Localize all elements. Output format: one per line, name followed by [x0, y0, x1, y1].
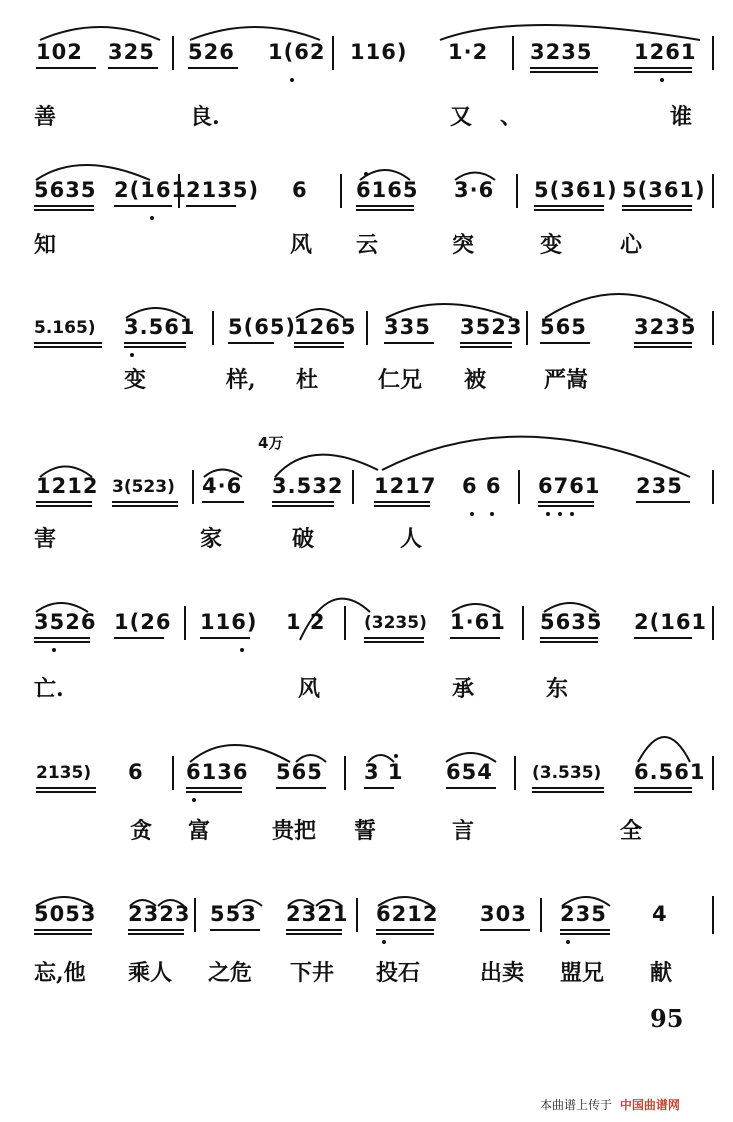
bar-line	[184, 606, 186, 640]
note-group: 5(361)	[622, 178, 706, 202]
note-group: 3235	[530, 40, 593, 64]
note-group: 6	[292, 178, 308, 202]
note-group: 565	[540, 315, 587, 339]
bar-line	[712, 756, 714, 790]
note-group: 303	[480, 902, 527, 926]
lyric: 出卖	[480, 960, 525, 986]
lyric: 破	[292, 526, 315, 552]
note-group: 3·6	[454, 178, 495, 202]
lyric: 变	[124, 367, 147, 393]
lyric-line-7	[0, 956, 733, 988]
bar-line	[512, 36, 514, 70]
lyric: 乘人	[128, 960, 173, 986]
notation-line-6	[0, 760, 733, 800]
lyric: 亡.	[34, 676, 64, 702]
site-logo: 中国曲谱网	[619, 1098, 680, 1112]
lyric: 样,	[226, 367, 256, 393]
lyric: 忘,他	[34, 960, 86, 986]
lyric: 良.	[190, 104, 220, 130]
notation-line-4	[0, 474, 733, 514]
bar-line	[712, 606, 714, 640]
note-group: 3235	[634, 315, 697, 339]
notation-line-7	[0, 902, 733, 942]
lyric: 突	[452, 232, 475, 258]
notation-line-2	[0, 178, 733, 218]
bar-line	[522, 606, 524, 640]
note-group: 5(65)	[228, 315, 297, 339]
lyric: 又	[450, 104, 473, 130]
note-group: 1217	[374, 474, 437, 498]
notation-line-3	[0, 315, 733, 355]
note-group: 2(161	[114, 178, 188, 202]
annotation: 4万	[258, 434, 284, 452]
lyric: 贪	[130, 818, 153, 844]
bar-line	[712, 174, 714, 208]
note-group: 3523	[460, 315, 523, 339]
lyric: 谁	[670, 104, 693, 130]
lyric: 杜	[296, 367, 319, 393]
bar-line	[178, 174, 180, 208]
lyric-line-4	[0, 522, 733, 554]
bar-line	[172, 756, 174, 790]
note-group: 1(26	[114, 610, 172, 634]
lyric: 献	[650, 960, 673, 986]
bar-line	[712, 36, 714, 70]
lyric: 善	[34, 104, 57, 130]
note-group: 6.561	[634, 760, 706, 784]
lyric-line-1	[0, 100, 733, 132]
lyric: 言	[452, 818, 475, 844]
note-group: 5053	[34, 902, 97, 926]
note-group: 1·61	[450, 610, 506, 634]
lyric: 知	[34, 232, 57, 258]
note-group: 3(523)	[112, 477, 175, 497]
bar-line	[526, 311, 528, 345]
footer-credit	[540, 1096, 680, 1113]
note-group: 102	[36, 40, 83, 64]
bar-line	[340, 174, 342, 208]
bar-line	[344, 756, 346, 790]
lyric: 严嵩	[544, 367, 589, 393]
lyric: 投石	[376, 960, 421, 986]
note-group: (3235)	[364, 613, 427, 633]
note-group: 654	[446, 760, 493, 784]
lyric: 仁兄	[378, 367, 423, 393]
note-group: 2323	[128, 902, 191, 926]
note-group: 2135)	[186, 178, 260, 202]
lyric: 害	[34, 526, 57, 552]
lyric: 誓	[354, 818, 377, 844]
note-group: 5(361)	[534, 178, 618, 202]
bar-line	[212, 311, 214, 345]
note-group: 2321	[286, 902, 349, 926]
note-group: 4	[652, 902, 668, 926]
note-group: 4·6	[202, 474, 243, 498]
page-number: 95	[650, 1004, 684, 1033]
note-group: 1212	[36, 474, 99, 498]
notation-line-1	[0, 40, 733, 80]
footer-text: 本曲谱上传于	[540, 1098, 613, 1112]
note-group: 116)	[200, 610, 258, 634]
lyric: 家	[200, 526, 223, 552]
bar-line	[712, 470, 714, 504]
lyric: 被	[464, 367, 487, 393]
lyric: 风	[298, 676, 321, 702]
lyric-line-3	[0, 363, 733, 395]
note-group: 235	[636, 474, 683, 498]
bar-line	[192, 470, 194, 504]
bar-line	[516, 174, 518, 208]
note-group: 6	[128, 760, 144, 784]
lyric: 、	[500, 104, 523, 130]
lyric: 东	[546, 676, 569, 702]
note-group: 3 1	[364, 760, 404, 784]
lyric: 贵把	[272, 818, 317, 844]
note-group: 1261	[634, 40, 697, 64]
bar-line	[352, 470, 354, 504]
bar-line	[366, 311, 368, 345]
lyric: 人	[400, 526, 423, 552]
note-group: 1265	[294, 315, 357, 339]
note-group: 116)	[350, 40, 408, 64]
note-group: 5.165)	[34, 318, 96, 338]
lyric: 云	[356, 232, 379, 258]
note-group: 335	[384, 315, 431, 339]
note-group: 325	[108, 40, 155, 64]
bar-line	[172, 36, 174, 70]
note-group: 526	[188, 40, 235, 64]
note-group: 235	[560, 902, 607, 926]
lyric: 承	[452, 676, 475, 702]
bar-line	[540, 898, 542, 932]
note-group: 1 2	[286, 610, 326, 634]
bar-line	[514, 756, 516, 790]
bar-line	[712, 896, 714, 934]
lyric-line-2	[0, 228, 733, 260]
bar-line	[518, 470, 520, 504]
note-group: 3.561	[124, 315, 196, 339]
lyric: 变	[540, 232, 563, 258]
note-group: 5635	[34, 178, 97, 202]
lyric: 心	[620, 232, 643, 258]
note-group: 6165	[356, 178, 419, 202]
note-group: 6761	[538, 474, 601, 498]
lyric: 之危	[208, 960, 253, 986]
note-group: 6 6	[462, 474, 502, 498]
lyric: 富	[188, 818, 211, 844]
lyric: 下井	[290, 960, 335, 986]
note-group: 6136	[186, 760, 249, 784]
note-group: 6212	[376, 902, 439, 926]
lyric-line-6	[0, 814, 733, 846]
bar-line	[712, 311, 714, 345]
note-group: 5635	[540, 610, 603, 634]
note-group: 553	[210, 902, 257, 926]
note-group: 2135)	[36, 763, 92, 783]
bar-line	[344, 606, 346, 640]
note-group: 2(161	[634, 610, 708, 634]
note-group: 1(62	[268, 40, 326, 64]
notation-line-5	[0, 610, 733, 650]
note-group: 3526	[34, 610, 97, 634]
bar-line	[194, 898, 196, 932]
note-group: 565	[276, 760, 323, 784]
bar-line	[332, 36, 334, 70]
note-group: 3.532	[272, 474, 344, 498]
lyric: 全	[620, 818, 643, 844]
lyric-line-5	[0, 672, 733, 704]
note-group: (3.535)	[532, 763, 602, 783]
bar-line	[356, 898, 358, 932]
lyric: 风	[290, 232, 313, 258]
note-group: 1·2	[448, 40, 489, 64]
lyric: 盟兄	[560, 960, 605, 986]
